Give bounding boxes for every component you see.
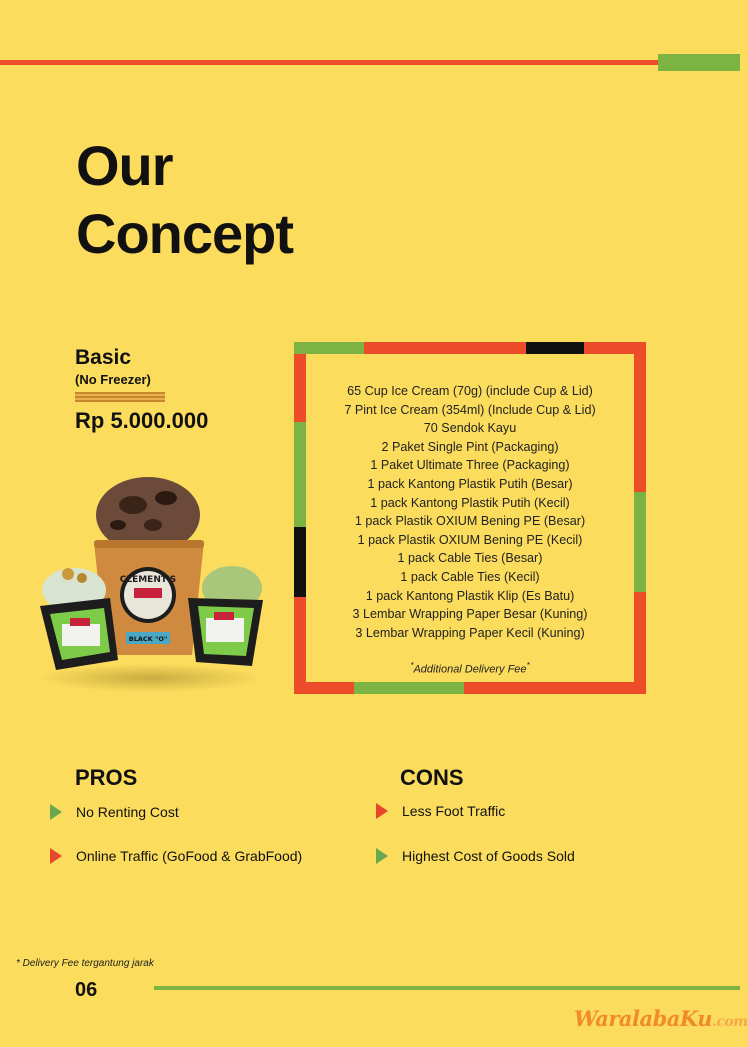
ice-cream-product-image	[28, 470, 273, 700]
bottom-green-rule	[154, 986, 740, 990]
pros-heading: PROS	[75, 765, 138, 790]
list-item: 3 Lembar Wrapping Paper Kecil (Kuning)	[355, 625, 585, 640]
brand-text: CLEMENT'S	[119, 575, 177, 585]
includes-box	[294, 342, 646, 694]
cons-heading: CONS	[400, 765, 464, 790]
page-title: Our Concept	[76, 134, 293, 265]
watermark-logo: WaralabaKu.com	[574, 1006, 748, 1031]
includes-content	[306, 354, 634, 682]
list-item: 1 pack Kantong Plastik Putih (Kecil)	[370, 495, 570, 510]
list-item: 2 Paket Single Pint (Packaging)	[381, 439, 559, 454]
red-triangle-icon	[376, 803, 388, 819]
cons-item: Highest Cost of Goods Sold	[376, 848, 575, 864]
cons-item: Less Foot Traffic	[376, 803, 505, 819]
list-item: 65 Cup Ice Cream (70g) (include Cup & Lid)	[347, 384, 593, 398]
list-item: 7 Pint Ice Cream (354ml) (Include Cup & Lid)	[344, 402, 596, 417]
list-item: 1 pack Plastik OXIUM Bening PE (Kecil)	[357, 532, 583, 547]
package-price: Rp 5.000.000	[75, 408, 209, 433]
list-item: 3 Lembar Wrapping Paper Besar (Kuning)	[352, 607, 588, 622]
green-triangle-icon	[50, 804, 62, 820]
list-item: 70 Sendok Kayu	[423, 421, 517, 436]
list-item: 1 pack Plastik OXIUM Bening PE (Besar)	[354, 514, 586, 529]
green-triangle-icon	[376, 848, 388, 864]
delivery-fee-note: *Additional Delivery Fee*	[410, 661, 530, 676]
top-green-tab	[658, 54, 740, 71]
top-red-rule	[0, 60, 658, 65]
list-item: 1 pack Kantong Plastik Klip (Es Batu)	[365, 588, 575, 603]
package-name: Basic	[75, 346, 132, 369]
pros-item: Online Traffic (GoFood & GrabFood)	[50, 848, 302, 864]
list-item: 1 pack Cable Ties (Besar)	[397, 551, 543, 566]
includes-list	[306, 382, 634, 642]
package-underline	[75, 392, 165, 402]
page-number: 06	[75, 979, 98, 1001]
footnote: * Delivery Fee tergantung jarak	[16, 958, 154, 969]
flavor-label: BLACK "O"	[128, 635, 168, 643]
red-triangle-icon	[50, 848, 62, 864]
list-item: 1 Paket Ultimate Three (Packaging)	[370, 458, 570, 473]
pros-item: No Renting Cost	[50, 804, 179, 820]
list-item: 1 pack Cable Ties (Kecil)	[400, 569, 540, 584]
list-item: 1 pack Kantong Plastik Putih (Besar)	[367, 476, 573, 491]
package-subtitle: (No Freezer)	[75, 372, 151, 387]
